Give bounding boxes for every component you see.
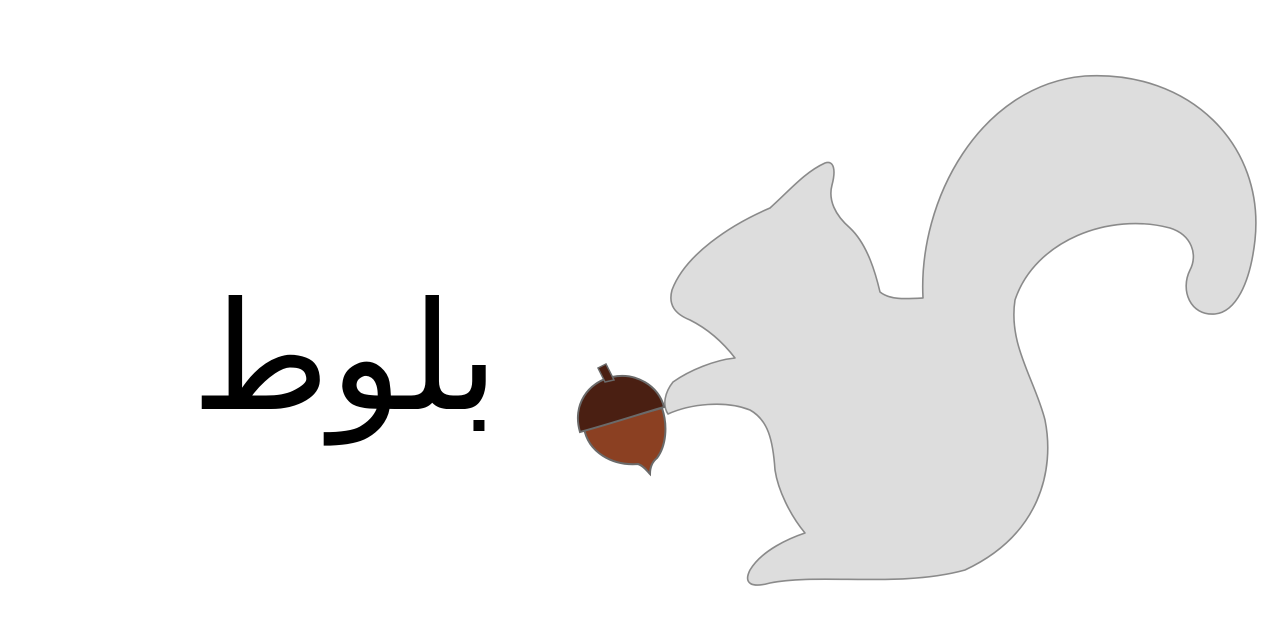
squirrel-silhouette-icon [665,76,1256,585]
acorn-word: بلوط [191,271,499,445]
acorn-stem [598,364,614,382]
